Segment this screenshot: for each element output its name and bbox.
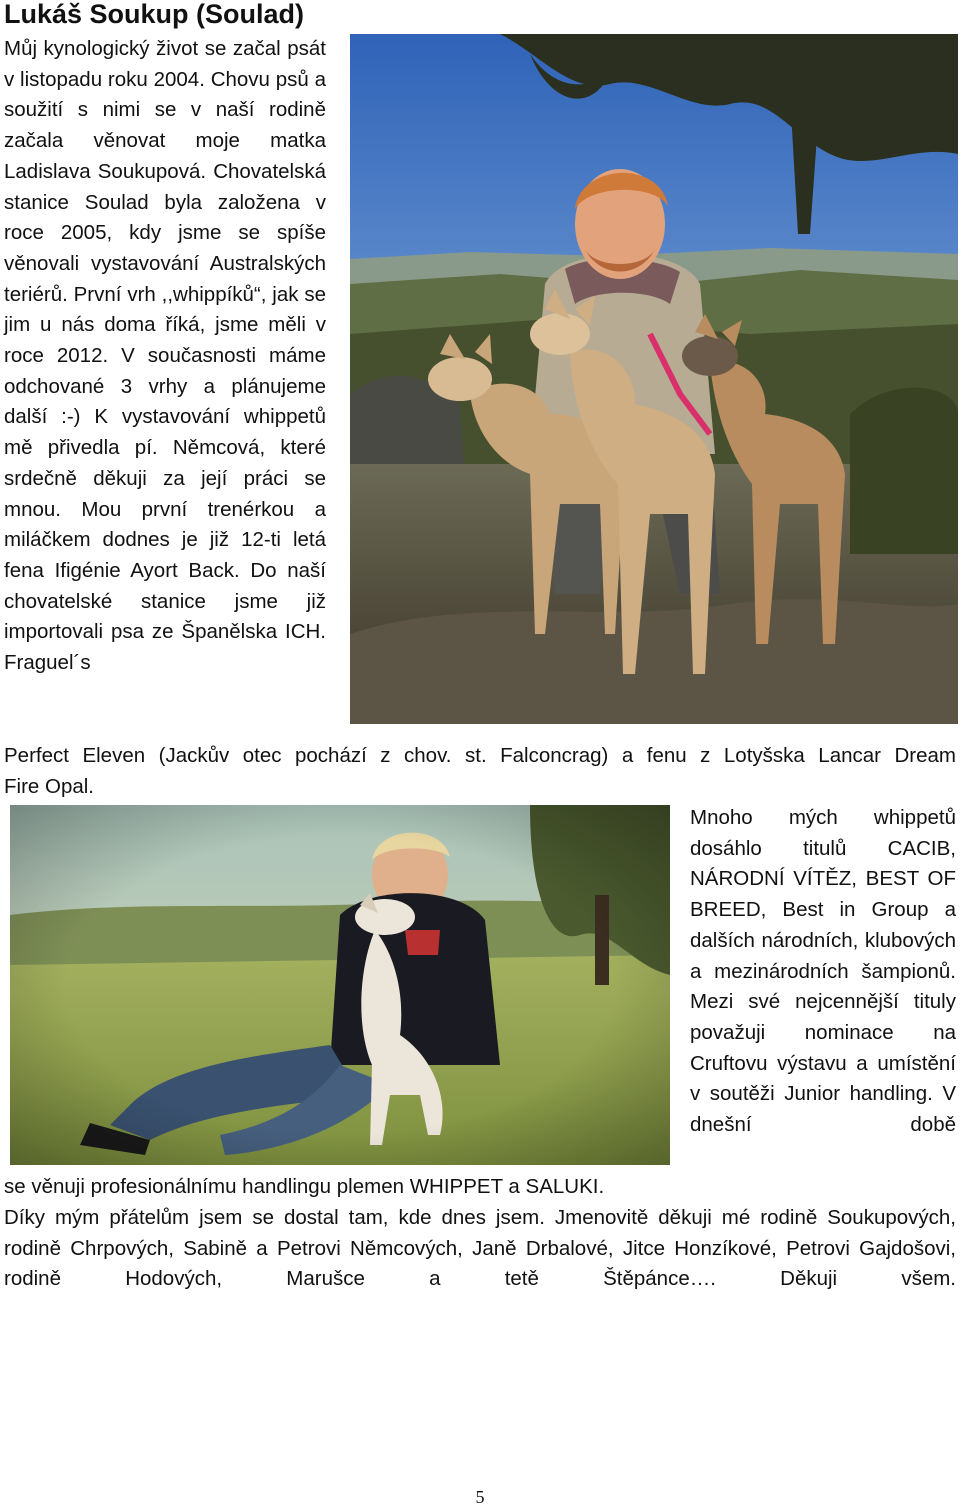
photo-man-with-three-whippets <box>350 34 958 724</box>
imports-paragraph <box>4 741 956 802</box>
photo-man-kissing-white-whippet <box>10 805 670 1165</box>
thanks-paragraph <box>4 1203 956 1295</box>
thanks-text: Díky mým přátelům jsem se dostal tam, kde dnes jsem. Jmenovitě děkuji mé rodině Soukupových, rodině Chrpových, Sabině a Petrovi Němcových, Janě Drbalové, Jitce Honzíkové, Petrovi Gajdošovi, rodině Hodových, Marušce a tetě Štěpánce…. Děkuji všem. <box>4 1206 956 1291</box>
titles-paragraph: Mnoho mých whippetů dosáhlo titulů CACIB, NÁRODNÍ VÍTĚZ, BEST OF BREED, Best in Group a dalších národních, klubových a mezinárodních šampionů. Mezi své nejcennější tituly považuji nominace na Cruftovu výstavu a umístění v soutěži Junior handling. V dnešní době <box>690 806 956 1137</box>
imports-line-2: Fire Opal. <box>4 774 94 798</box>
page-title: Lukáš Soukup (Soulad) <box>4 0 305 29</box>
page-number: 5 <box>475 1487 485 1507</box>
imports-line-1: Perfect Eleven (Jackův otec pochází z chov. st. Falconcrag) a fenu z Lotyšska Lancar Dream <box>4 744 956 767</box>
handling-line: se věnuji profesionálnímu handlingu plemen WHIPPET a SALUKI. <box>4 1175 605 1198</box>
intro-paragraph: Můj kynologický život se začal psát v listopadu roku 2004. Chovu psů a soužití s nimi se v naší rodině začala věnovat moje matka Ladislava Soukupová. Chovatelská stanice Soulad byla založena v roce 2005, kdy jsme se spíše věnovali vystavování Australských teriérů. První vrh ,,whippíků“, jak se jim u nás doma říká, jsme měli v roce 2012. V současnosti máme odchované 3 vrhy a plánujeme další :-) K vystavování whippetů mě přivedla pí. Němcová, které srdečně děkuji za její práci se mnou. Mou první trenérkou a miláčkem dodnes je již 12-ti letá fena Ifigénie Ayort Back. Do naší chovatelské stanice jsme již importovali psa ze Španělska ICH. Fraguel´s <box>4 37 326 675</box>
